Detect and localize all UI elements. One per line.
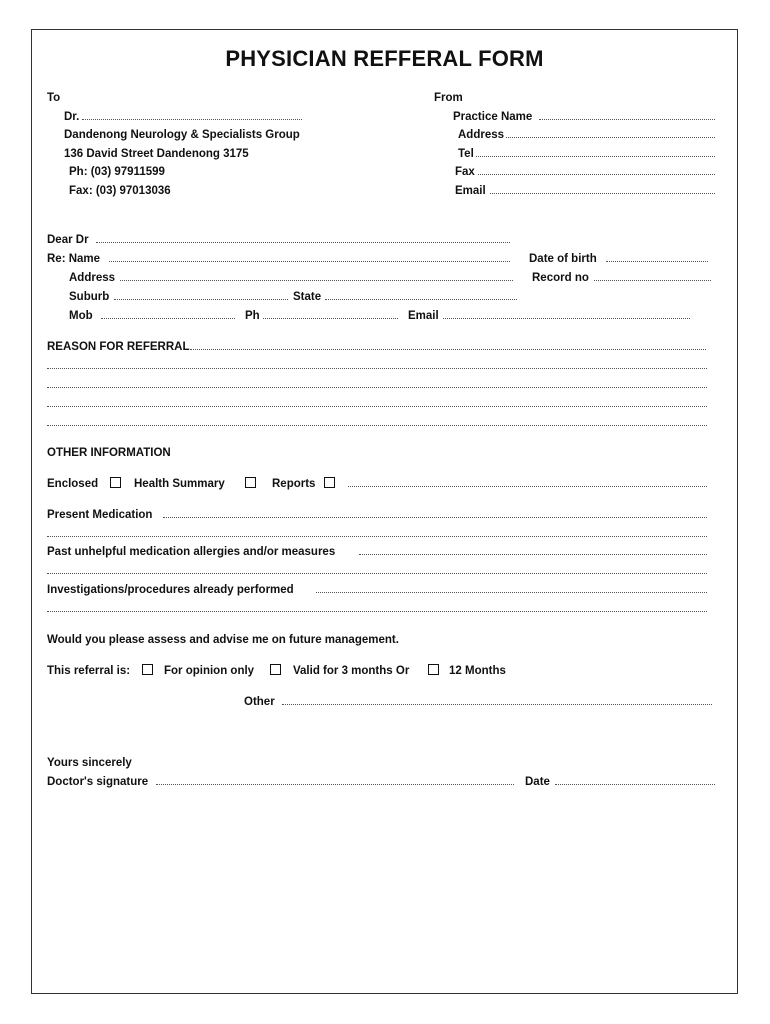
opinion-only-label: For opinion only (164, 665, 255, 677)
referral-is-label: This referral is: (47, 665, 131, 677)
patient-address-field[interactable] (120, 280, 513, 281)
reports-label: Reports (272, 478, 316, 490)
to-org: Dandenong Neurology & Specialists Group (64, 129, 300, 141)
reason-field-line-2[interactable] (47, 368, 707, 369)
dob-field[interactable] (606, 261, 708, 262)
from-fax-label: Fax (455, 166, 475, 178)
re-name-field[interactable] (109, 261, 510, 262)
dear-dr-label: Dear Dr (47, 234, 89, 246)
from-practice-field[interactable] (539, 119, 715, 120)
past-unhelpful-label: Past unhelpful medication allergies and/or measures (47, 546, 336, 558)
to-fax: Fax: (03) 97013036 (69, 185, 171, 197)
reason-field-line-1[interactable] (190, 349, 706, 350)
signature-label: Doctor's signature (47, 776, 149, 788)
from-practice-label: Practice Name (453, 111, 533, 123)
record-no-field[interactable] (594, 280, 711, 281)
re-name-label: Re: Name (47, 253, 101, 265)
mob-label: Mob (69, 310, 93, 322)
reason-field-line-5[interactable] (47, 425, 707, 426)
opinion-only-checkbox[interactable] (142, 664, 153, 675)
investigations-label: Investigations/procedures already performed (47, 584, 294, 596)
from-label: From (434, 92, 463, 104)
from-tel-field[interactable] (476, 156, 715, 157)
present-medication-label: Present Medication (47, 509, 153, 521)
valid-3-months-checkbox[interactable] (270, 664, 281, 675)
from-tel-label: Tel (458, 148, 474, 160)
present-medication-field-2[interactable] (47, 536, 707, 537)
dear-dr-field[interactable] (96, 242, 510, 243)
health-summary-checkbox[interactable] (245, 477, 256, 488)
patient-address-label: Address (69, 272, 116, 284)
to-label: To (47, 92, 61, 104)
present-medication-field-1[interactable] (163, 517, 707, 518)
state-label: State (293, 291, 322, 303)
other-info-heading: OTHER INFORMATION (47, 447, 171, 459)
enclosed-checkbox[interactable] (110, 477, 121, 488)
past-unhelpful-field-2[interactable] (47, 573, 707, 574)
yours-sincerely: Yours sincerely (47, 757, 132, 769)
to-doctor-field[interactable] (82, 119, 302, 120)
patient-email-label: Email (408, 310, 439, 322)
from-fax-field[interactable] (478, 174, 715, 175)
health-summary-label: Health Summary (134, 478, 225, 490)
dob-label: Date of birth (529, 253, 597, 265)
past-unhelpful-field-1[interactable] (359, 554, 707, 555)
from-email-label: Email (455, 185, 486, 197)
date-label: Date (525, 776, 550, 788)
reason-heading: REASON FOR REFERRAL (47, 341, 190, 353)
patient-email-field[interactable] (443, 318, 690, 319)
investigations-field-2[interactable] (47, 611, 707, 612)
ph-label: Ph (245, 310, 260, 322)
other-label: Other (244, 696, 275, 708)
mob-field[interactable] (101, 318, 235, 319)
form-title: PHYSICIAN REFFERAL FORM (225, 46, 544, 71)
suburb-field[interactable] (114, 299, 288, 300)
reports-checkbox[interactable] (324, 477, 335, 488)
suburb-label: Suburb (69, 291, 110, 303)
to-phone: Ph: (03) 97911599 (69, 166, 165, 178)
twelve-months-label: 12 Months (449, 665, 506, 677)
from-address-field[interactable] (506, 137, 715, 138)
enclosed-label: Enclosed (47, 478, 99, 490)
from-email-field[interactable] (490, 193, 715, 194)
record-no-label: Record no (532, 272, 589, 284)
twelve-months-checkbox[interactable] (428, 664, 439, 675)
referral-form-page (31, 29, 738, 994)
ph-field[interactable] (263, 318, 398, 319)
reason-field-line-3[interactable] (47, 387, 707, 388)
to-address: 136 David Street Dandenong 3175 (64, 148, 249, 160)
to-doctor-label: Dr. (64, 111, 80, 123)
signature-field[interactable] (156, 784, 514, 785)
enclosed-other-field[interactable] (348, 486, 707, 487)
assess-text: Would you please assess and advise me on future management. (47, 634, 399, 646)
other-field[interactable] (282, 704, 712, 705)
state-field[interactable] (325, 299, 517, 300)
reason-field-line-4[interactable] (47, 406, 707, 407)
investigations-field-1[interactable] (316, 592, 707, 593)
from-address-label: Address (458, 129, 505, 141)
valid-3-months-label: Valid for 3 months Or (293, 665, 410, 677)
date-field[interactable] (555, 784, 715, 785)
